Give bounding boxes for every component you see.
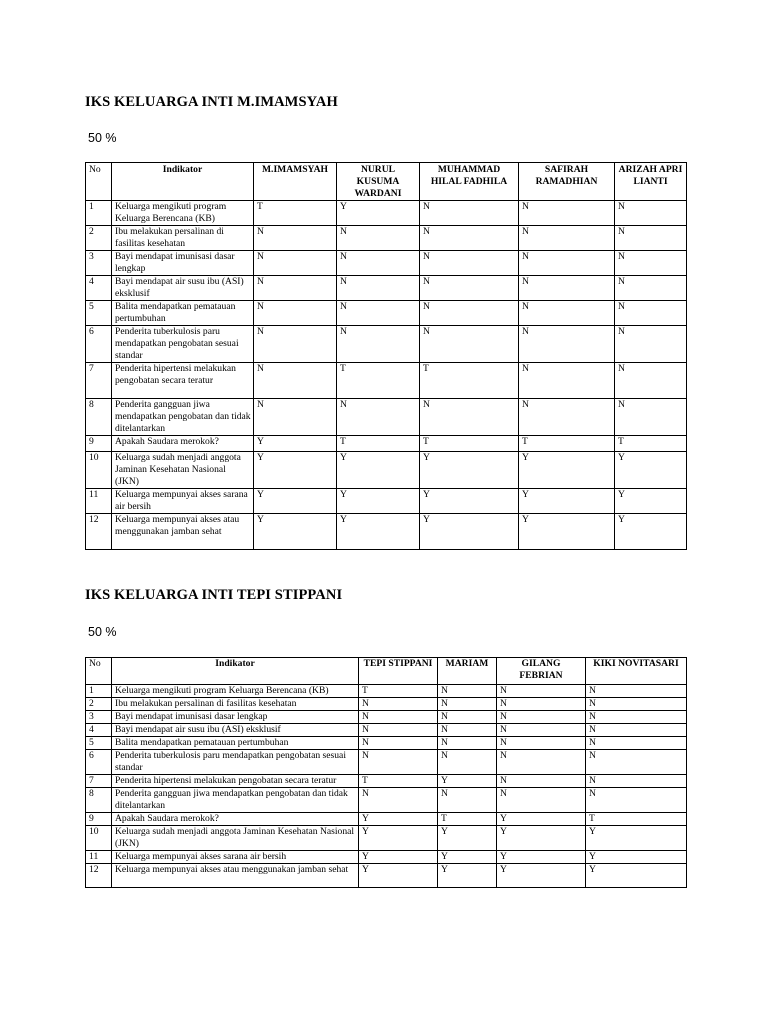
row-value: N — [615, 363, 687, 399]
row-indikator: Ibu melakukan persalinan di fasilitas kesehatan — [112, 226, 254, 251]
row-value: Y — [438, 851, 497, 864]
table-row — [86, 788, 687, 813]
row-value: Y — [586, 826, 687, 851]
header-member: ARIZAH APRI LIANTI — [615, 163, 687, 201]
table-row — [86, 452, 687, 489]
table-row — [86, 489, 687, 514]
row-indikator: Penderita hipertensi melakukan pengobatan secara teratur — [112, 363, 254, 399]
row-value: N — [519, 326, 615, 363]
row-number: 8 — [86, 788, 112, 813]
row-value: N — [497, 737, 586, 750]
row-indikator: Ibu melakukan persalinan di fasilitas kesehatan — [112, 698, 359, 711]
row-value: N — [337, 226, 420, 251]
row-value: N — [497, 724, 586, 737]
row-value: N — [337, 326, 420, 363]
row-value: N — [359, 724, 438, 737]
row-value: Y — [615, 489, 687, 514]
row-value: T — [438, 813, 497, 826]
section-title: IKS KELUARGA INTI TEPI STIPPANI — [85, 587, 343, 603]
row-value: Y — [420, 452, 519, 489]
row-value: N — [420, 251, 519, 276]
row-number: 3 — [86, 711, 112, 724]
table-header-row — [86, 163, 687, 201]
row-value: N — [615, 251, 687, 276]
row-value: N — [519, 226, 615, 251]
row-value: N — [359, 788, 438, 813]
row-value: N — [337, 399, 420, 436]
row-value: T — [615, 436, 687, 452]
row-value: Y — [359, 851, 438, 864]
row-value: N — [337, 301, 420, 326]
table-row — [86, 864, 687, 888]
row-value: Y — [254, 489, 337, 514]
table-row — [86, 775, 687, 788]
row-value: N — [359, 737, 438, 750]
row-indikator: Bayi mendapat air susu ibu (ASI) eksklusif — [112, 276, 254, 301]
row-value: N — [519, 251, 615, 276]
row-value: Y — [337, 514, 420, 550]
table-row — [86, 251, 687, 276]
row-value: N — [438, 698, 497, 711]
row-number: 7 — [86, 775, 112, 788]
header-member: MUHAMMAD HILAL FADHILA — [420, 163, 519, 201]
table-row — [86, 326, 687, 363]
header-member: KIKI NOVITASARI — [586, 658, 687, 685]
table-row — [86, 201, 687, 226]
row-value: Y — [615, 452, 687, 489]
row-value: Y — [337, 201, 420, 226]
row-value: N — [438, 685, 497, 698]
row-indikator: Penderita tuberkulosis paru mendapatkan pengobatan sesuai standar — [112, 326, 254, 363]
table-header-row — [86, 658, 687, 685]
table-row — [86, 813, 687, 826]
header-indikator: Indikator — [112, 658, 359, 685]
row-number: 9 — [86, 813, 112, 826]
row-number: 1 — [86, 201, 112, 226]
row-value: N — [615, 326, 687, 363]
row-value: N — [586, 788, 687, 813]
row-indikator: Balita mendapatkan pematauan pertumbuhan — [112, 737, 359, 750]
row-value: N — [519, 363, 615, 399]
row-number: 11 — [86, 851, 112, 864]
row-indikator: Keluarga mempunyai akses atau menggunakan jamban sehat — [112, 514, 254, 550]
row-indikator: Apakah Saudara merokok? — [112, 436, 254, 452]
row-value: N — [615, 399, 687, 436]
row-indikator: Bayi mendapat imunisasi dasar lengkap — [112, 251, 254, 276]
row-value: Y — [615, 514, 687, 550]
row-value: N — [420, 301, 519, 326]
iks-table — [85, 657, 687, 888]
table-row — [86, 685, 687, 698]
row-value: T — [359, 775, 438, 788]
table-row — [86, 698, 687, 711]
row-indikator: Bayi mendapat imunisasi dasar lengkap — [112, 711, 359, 724]
row-number: 3 — [86, 251, 112, 276]
section-family-tepi-stippani — [85, 586, 679, 875]
row-number: 10 — [86, 826, 112, 851]
row-value: Y — [254, 436, 337, 452]
row-value: Y — [337, 452, 420, 489]
row-value: N — [615, 301, 687, 326]
row-number: 4 — [86, 276, 112, 301]
row-indikator: Penderita tuberkulosis paru mendapatkan pengobatan sesuai standar — [112, 750, 359, 775]
row-value: Y — [519, 452, 615, 489]
row-value: N — [359, 698, 438, 711]
row-number: 12 — [86, 864, 112, 888]
row-value: T — [420, 363, 519, 399]
row-value: T — [586, 813, 687, 826]
row-number: 5 — [86, 737, 112, 750]
row-indikator: Keluarga mempunyai akses sarana air bersih — [112, 489, 254, 514]
row-value: N — [615, 201, 687, 226]
row-indikator: Apakah Saudara merokok? — [112, 813, 359, 826]
row-number: 7 — [86, 363, 112, 399]
table-row — [86, 724, 687, 737]
row-value: N — [337, 276, 420, 301]
row-indikator: Keluarga mengikuti program Keluarga Berencana (KB) — [112, 685, 359, 698]
table-row — [86, 851, 687, 864]
row-indikator: Keluarga mempunyai akses sarana air bersih — [112, 851, 359, 864]
row-value: N — [586, 698, 687, 711]
table-row — [86, 301, 687, 326]
section-family-imamsyah — [85, 93, 683, 537]
section-percent: 50 % — [88, 625, 117, 639]
row-number: 5 — [86, 301, 112, 326]
row-value: N — [254, 399, 337, 436]
row-value: N — [359, 711, 438, 724]
row-value: Y — [359, 826, 438, 851]
row-value: N — [615, 226, 687, 251]
row-value: N — [586, 775, 687, 788]
header-member: M.IMAMSYAH — [254, 163, 337, 201]
row-value: N — [497, 685, 586, 698]
header-indikator: Indikator — [112, 163, 254, 201]
header-member: MARIAM — [438, 658, 497, 685]
row-indikator: Keluarga sudah menjadi anggota Jaminan Kesehatan Nasional (JKN) — [112, 452, 254, 489]
row-value: N — [359, 750, 438, 775]
row-value: N — [337, 251, 420, 276]
row-value: N — [254, 363, 337, 399]
row-value: N — [497, 698, 586, 711]
row-number: 6 — [86, 750, 112, 775]
row-value: N — [586, 711, 687, 724]
row-value: Y — [438, 826, 497, 851]
table-row — [86, 363, 687, 399]
row-value: Y — [519, 514, 615, 550]
header-member: NURUL KUSUMA WARDANI — [337, 163, 420, 201]
row-value: N — [254, 301, 337, 326]
row-value: N — [254, 326, 337, 363]
row-value: N — [420, 226, 519, 251]
row-value: Y — [497, 813, 586, 826]
row-value: Y — [420, 514, 519, 550]
row-value: N — [254, 276, 337, 301]
row-value: Y — [420, 489, 519, 514]
row-value: N — [497, 775, 586, 788]
row-value: N — [497, 750, 586, 775]
row-value: N — [586, 737, 687, 750]
row-value: N — [519, 201, 615, 226]
row-number: 4 — [86, 724, 112, 737]
row-value: Y — [586, 851, 687, 864]
table-row — [86, 711, 687, 724]
header-member: TEPI STIPPANI — [359, 658, 438, 685]
row-value: N — [519, 301, 615, 326]
row-value: T — [337, 436, 420, 452]
row-value: N — [615, 276, 687, 301]
row-indikator: Keluarga mengikuti program Keluarga Berencana (KB) — [112, 201, 254, 226]
row-indikator: Balita mendapatkan pematauan pertumbuhan — [112, 301, 254, 326]
row-value: Y — [254, 514, 337, 550]
row-number: 10 — [86, 452, 112, 489]
table-row — [86, 514, 687, 550]
row-number: 2 — [86, 698, 112, 711]
row-value: Y — [586, 864, 687, 888]
row-value: N — [420, 201, 519, 226]
row-number: 6 — [86, 326, 112, 363]
row-value: N — [438, 750, 497, 775]
row-indikator: Keluarga mempunyai akses atau menggunakan jamban sehat — [112, 864, 359, 888]
row-value: T — [337, 363, 420, 399]
row-value: Y — [438, 775, 497, 788]
row-value: N — [519, 399, 615, 436]
row-value: Y — [359, 813, 438, 826]
row-value: N — [254, 251, 337, 276]
row-number: 8 — [86, 399, 112, 436]
table-row — [86, 276, 687, 301]
row-number: 9 — [86, 436, 112, 452]
table-row — [86, 436, 687, 452]
row-value: N — [420, 326, 519, 363]
row-indikator: Penderita hipertensi melakukan pengobatan secara teratur — [112, 775, 359, 788]
header-no: No — [86, 658, 112, 685]
row-value: N — [420, 276, 519, 301]
header-no: No — [86, 163, 112, 201]
row-value: Y — [519, 489, 615, 514]
row-value: N — [586, 685, 687, 698]
row-value: N — [519, 276, 615, 301]
table-row — [86, 737, 687, 750]
row-number: 1 — [86, 685, 112, 698]
row-value: T — [420, 436, 519, 452]
table-row — [86, 826, 687, 851]
row-value: Y — [497, 851, 586, 864]
row-number: 12 — [86, 514, 112, 550]
row-number: 2 — [86, 226, 112, 251]
header-member: SAFIRAH RAMADHIAN — [519, 163, 615, 201]
row-value: N — [497, 788, 586, 813]
row-value: Y — [254, 452, 337, 489]
row-value: Y — [337, 489, 420, 514]
row-value: N — [497, 711, 586, 724]
row-value: N — [438, 737, 497, 750]
iks-table — [85, 162, 687, 550]
row-indikator: Keluarga sudah menjadi anggota Jaminan Kesehatan Nasional (JKN) — [112, 826, 359, 851]
section-percent: 50 % — [88, 131, 117, 145]
row-value: T — [254, 201, 337, 226]
row-indikator: Penderita gangguan jiwa mendapatkan pengobatan dan tidak ditelantarkan — [112, 788, 359, 813]
row-value: N — [420, 399, 519, 436]
row-value: Y — [497, 864, 586, 888]
table-row — [86, 399, 687, 436]
table-row — [86, 750, 687, 775]
header-member: GILANG FEBRIAN — [497, 658, 586, 685]
row-value: Y — [359, 864, 438, 888]
row-indikator: Bayi mendapat air susu ibu (ASI) eksklusif — [112, 724, 359, 737]
row-value: N — [586, 750, 687, 775]
row-value: N — [586, 724, 687, 737]
section-title: IKS KELUARGA INTI M.IMAMSYAH — [85, 94, 338, 110]
row-value: T — [359, 685, 438, 698]
table-row — [86, 226, 687, 251]
row-value: T — [519, 436, 615, 452]
row-value: Y — [497, 826, 586, 851]
row-number: 11 — [86, 489, 112, 514]
row-value: N — [438, 724, 497, 737]
row-value: Y — [438, 864, 497, 888]
row-value: N — [438, 711, 497, 724]
row-value: N — [254, 226, 337, 251]
row-value: N — [438, 788, 497, 813]
row-indikator: Penderita gangguan jiwa mendapatkan pengobatan dan tidak ditelantarkan — [112, 399, 254, 436]
